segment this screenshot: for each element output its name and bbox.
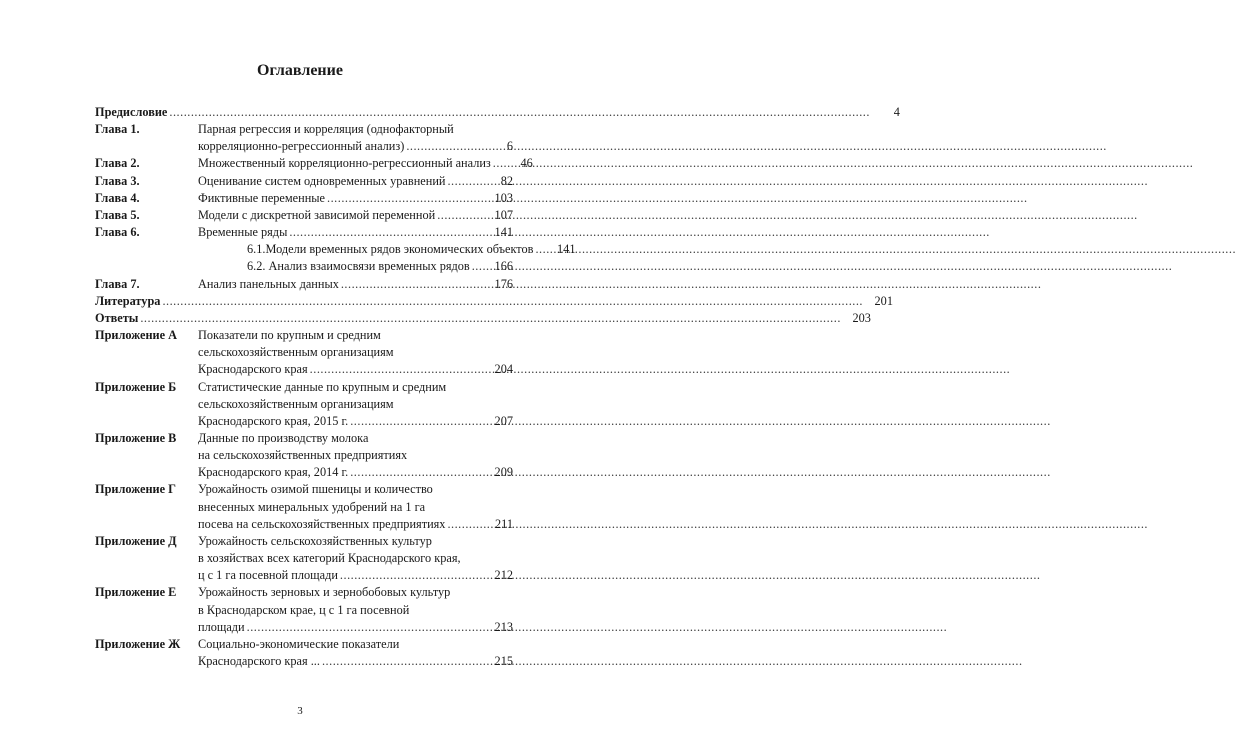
entry-body [198,173,513,190]
entry-label: Приложение Д [95,533,177,548]
dot-leader [339,276,485,293]
entry-text: в хозяйствах всех категорий Краснодарского края, [198,551,461,566]
dot-leader [320,653,485,670]
page-ref: 6 [506,139,513,154]
dot-leader [325,190,485,207]
entry-label: Глава 2. [95,156,140,171]
entry-label: Предисловие [95,105,168,119]
entry-text: сельскохозяйственным организациям [198,396,394,411]
entry-label: Приложение В [95,430,177,445]
entry-text: Оценивание систем одновременных уравнений [198,173,446,188]
toc-entry [95,241,576,258]
entry-text: Анализ панельных данных [198,276,339,291]
entry-body [198,533,513,584]
toc-appendices [95,327,513,670]
entry-label [95,241,198,258]
page-ref: 176 [494,276,513,291]
entry-label: Приложение А [95,328,178,343]
entry-label: Приложение Б [95,379,177,394]
toc-entry [95,224,513,241]
entry-text: в Краснодарском крае, ц с 1 га посевной [198,602,410,617]
toc-entry [95,310,871,327]
page-ref: 203 [852,310,871,325]
entry-body [198,276,513,293]
toc-entry [95,190,513,207]
toc-appendix [95,636,513,670]
dot-leader [287,224,485,241]
entry-text: сельскохозяйственным организациям [198,345,394,360]
toc-leader-line [198,619,513,636]
entry-text: 6.1.Модели временных рядов экономических объектов [247,242,534,257]
entry-text: Показатели по крупным и средним [198,328,381,343]
entry-label: Приложение Е [95,585,177,600]
toc-entry [95,104,900,121]
toc-entry [95,121,513,155]
entry-text: внесенных минеральных удобрений на 1 га [198,499,426,514]
toc-leader-line [198,241,576,258]
dot-leader [435,207,485,224]
toc-leader-line [198,224,513,241]
entry-body [198,155,533,172]
page-ref: 201 [874,293,893,308]
toc-leader-line [95,310,871,327]
entry-text: Фиктивные переменные [198,190,326,205]
toc-leader-line [198,413,513,430]
toc-leader-line [198,516,513,533]
toc-leader-line [198,207,513,224]
dot-leader [348,464,485,481]
entry-label: Глава 3. [95,173,140,188]
toc-leader-line [198,138,513,155]
toc-leader-line [198,567,513,584]
entry-label: Приложение Г [95,482,176,497]
toc-entry [95,155,533,172]
entry-text: Урожайность зерновых и зернобобовых культур [198,585,451,600]
entry-label: Глава 6. [95,225,140,240]
toc-entry [95,258,513,275]
page-ref: 141 [494,225,513,240]
page-ref: 4 [893,105,900,119]
table-of-contents [95,104,900,670]
entry-label: Глава 4. [95,190,140,205]
toc-leader-line [95,104,900,121]
page-title: Оглавление [257,62,343,79]
entry-body [198,481,513,532]
toc-appendix [95,481,513,532]
toc-appendix [95,430,513,481]
dot-leader [470,258,485,275]
entry-label: Глава 7. [95,276,140,291]
entry-text: Данные по производству молока [198,430,369,445]
page-ref: 207 [494,413,513,428]
entry-text: Урожайность озимой пшеницы и количество [198,482,433,497]
toc-appendix [95,327,513,378]
page-ref: 82 [500,173,513,188]
toc-leader-line [95,293,893,310]
entry-body [198,379,513,430]
toc-appendix [95,584,513,635]
entry-text: Социально-экономические показатели [198,636,400,651]
entry-text: ц с 1 га посевной площади [198,568,338,583]
entry-body [198,258,513,275]
toc-entry [95,173,513,190]
entry-label: Литература [95,293,161,308]
page-ref: 103 [494,190,513,205]
page-ref: 209 [494,465,513,480]
entry-label: Приложение Ж [95,636,181,651]
toc-leader-line [198,190,513,207]
toc-leader-line [198,258,513,275]
toc-entries [95,104,900,327]
entry-body [198,121,513,155]
dot-leader [308,361,485,378]
entry-text: 6.2. Анализ взаимосвязи временных рядов [247,259,470,274]
entry-text: посева на сельскохозяйственных предприятиях [198,516,446,531]
dot-leader [348,413,485,430]
entry-text: Краснодарского края, 2014 г. [198,465,349,480]
entry-text: на сельскохозяйственных предприятиях [198,448,408,463]
dot-leader [533,241,547,258]
dot-leader [167,104,872,121]
toc-leader-line [198,173,513,190]
entry-label: Глава 5. [95,207,140,222]
page-ref: 141 [557,242,576,257]
dot-leader [338,567,485,584]
entry-text: Модели с дискретной зависимой переменной [198,207,436,222]
entry-body [198,327,513,378]
dot-leader [445,516,485,533]
entry-body [198,190,513,207]
entry-body [198,224,513,241]
entry-label [95,258,198,275]
entry-text: Краснодарского края [198,362,308,377]
toc-leader-line [198,155,533,172]
toc-entry [95,207,513,224]
entry-label: Глава 1. [95,122,140,137]
entry-text: корреляционно-регрессионный анализ) [198,139,405,154]
dot-leader [138,310,843,327]
dot-leader [404,138,485,155]
dot-leader [160,293,865,310]
toc-appendix [95,533,513,584]
dot-leader [445,173,485,190]
entry-label: Ответы [95,310,139,325]
dot-leader [245,619,485,636]
page-ref: 107 [494,207,513,222]
entry-text: Временные ряды [198,225,288,240]
toc-appendix [95,379,513,430]
entry-text: Краснодарского края, 2015 г. [198,413,349,428]
page-ref: 166 [494,259,513,274]
page-ref: 213 [494,619,513,634]
page-ref: 215 [494,654,513,668]
entry-text: площади [198,619,245,634]
entry-body [198,241,576,258]
toc-leader-line [198,464,513,481]
entry-body [198,636,513,670]
dot-leader [491,155,505,172]
entry-text: Парная регрессия и корреляция (однофакторный [198,122,454,137]
entry-body [198,207,513,224]
toc-entry [95,276,513,293]
toc-entry [95,293,893,310]
toc-leader-line [198,653,513,670]
entry-body [198,584,513,635]
page-ref: 204 [494,362,513,377]
toc-leader-line [198,361,513,378]
page-ref: 46 [520,156,533,171]
entry-text: Урожайность сельскохозяйственных культур [198,533,432,548]
entry-body [198,430,513,481]
page-ref: 211 [495,516,513,531]
page-number: 3 [297,705,303,717]
entry-text: Краснодарского края ... [198,654,320,668]
page-ref: 212 [494,568,513,583]
entry-text: Множественный корреляционно-регрессионный анализ [198,156,491,171]
entry-text: Статистические данные по крупным и средним [198,379,447,394]
toc-leader-line [198,276,513,293]
